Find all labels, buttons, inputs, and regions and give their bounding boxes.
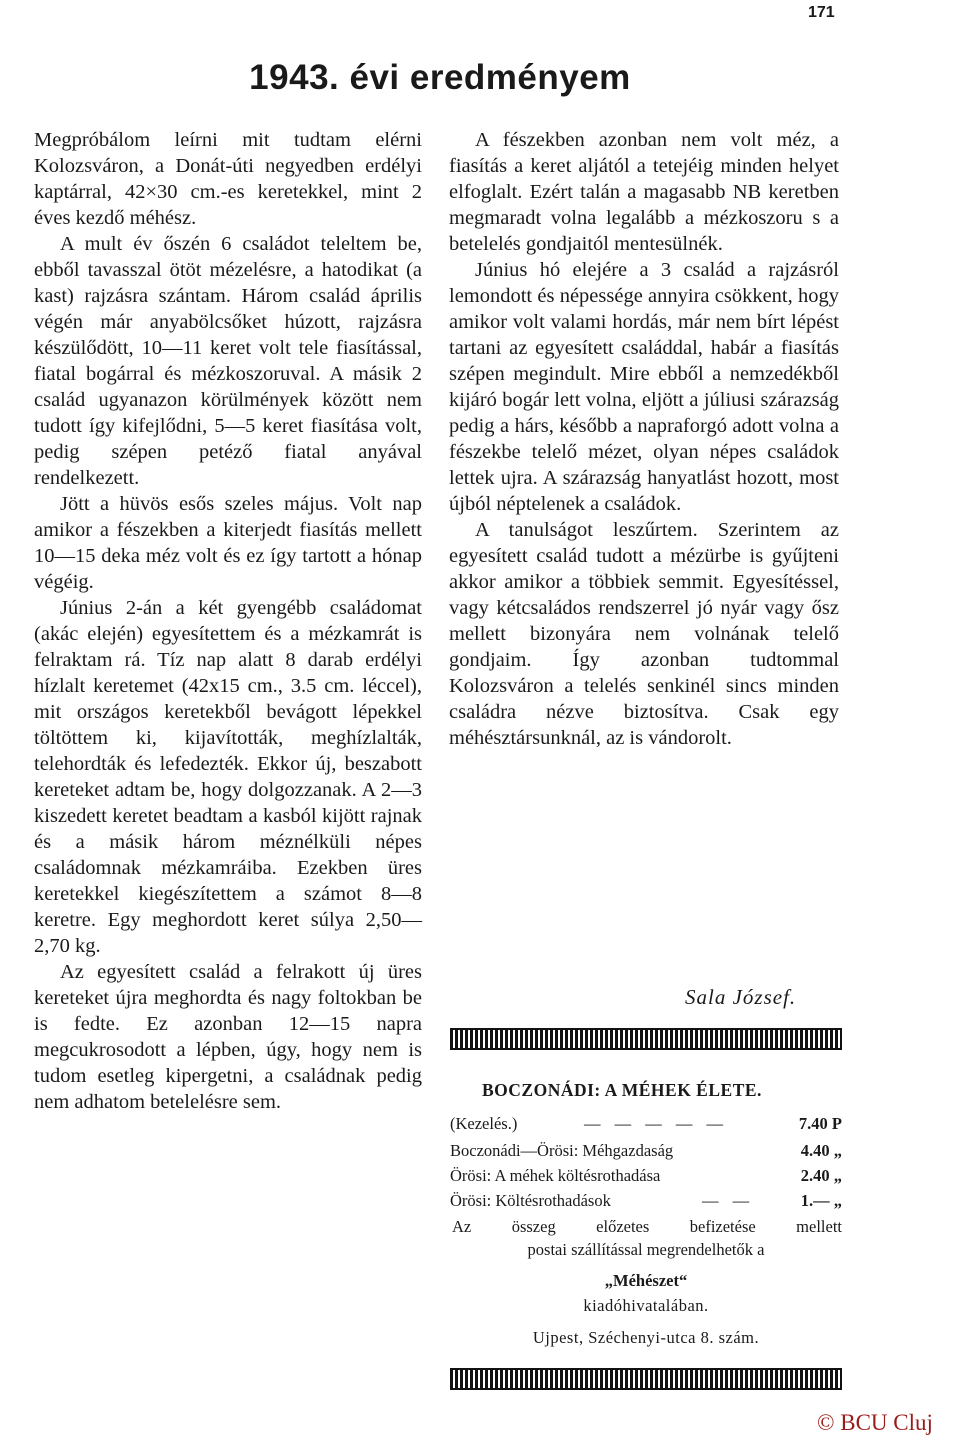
paragraph: A fészekben azonban nem volt méz, a fiasítás a keret aljától a tetejéig minden helyet elfoglalt. Ezért talán a magasabb NB keretben megmaradt volna legalább a mézkoszoru s a betelelés gondjaitól mentesülnék. bbox=[449, 129, 839, 255]
library-credit: © BCU Cluj bbox=[817, 1410, 933, 1435]
leader-dashes: — — — — — bbox=[584, 1114, 728, 1133]
price-row bbox=[450, 1141, 842, 1165]
page-number: 171 bbox=[808, 4, 835, 21]
book-title: Örösi: A méhek költésrothadása bbox=[450, 1166, 661, 1185]
publisher-name: „Méhészet“ bbox=[604, 1271, 688, 1290]
price-row bbox=[450, 1191, 842, 1215]
leader-dashes: — — bbox=[702, 1191, 755, 1210]
book-title: Boczonádi—Örösi: Méhgazdaság bbox=[450, 1141, 674, 1160]
paragraph: Megpróbálom leírni mit tudtam elérni Kolozsváron, a Donát-úti negyedben erdélyi kaptárral, 42×30 cm.-es keretekkel, mint 2 éves kezdő méhész. bbox=[34, 129, 422, 229]
ornamental-border-bottom bbox=[450, 1368, 842, 1390]
ad-heading: BOCZONÁDI: A MÉHEK ÉLETE. bbox=[482, 1080, 762, 1100]
ornamental-border-top bbox=[450, 1028, 842, 1050]
book-price: 1.— „ bbox=[800, 1191, 842, 1210]
paragraph: Június hó elejére a 3 család a rajzásról lemondott és népessége annyira csökkent, hogy amikor volt valami hordás, már nem bírt lépést tartani az egyesített családdal, habár a fiasítás szépen megindult. Mire ebből a nemzedékből kijáró bogár lett volna, eljött a júliusi szárazság pedig a hárs, később a napraforgó adott volna a fészekbe telelő mézet, olyan népes családok lettek ujra. A szárazság hanyatlást hozott, most újból néptelenek a családok. bbox=[449, 259, 839, 515]
paragraph: A mult év őszén 6 családot teleltem be, ebből tavasszal ötöt mézelésre, a hatodikat (a kast) rajzásra szántam. Három család április végén már anyabölcsőket húzott, rajzásra készülődött, 10—11 keret volt tele fiasítással, fiatal bogárral és mézkoszoruval. A másik 2 család ugyanazon körülmények között nem tudott így kifejlődni, 5—5 keret fiasítása volt, pedig szépen petéző fiatal anyával rendelkezett. bbox=[34, 233, 422, 489]
paragraph: Június 2-án a két gyengébb családomat (akác elején) egyesítettem és a mézkamrát is felraktam rá. Tíz nap alatt 8 darab erdélyi hízlalt keretemet (42x15 cm., 3.5 cm. léccel), mit országos keretekből bevágott lépekkel töltöttem ki, kijavították, meghízlalták, telehordták és lefedezték. Ekkor új, beszabott kereteket adtam be, hogy dolgozzanak. A 2—3 kiszedett keretet beadtam a kasból kijött rajnak és a másik három méznélküli népes családomnak mézkamráiba. Ezekben üres keretekkel kiegészítettem a számot 8—8 keretre. Egy meghordott keret súlya 2,50—2,70 kg. bbox=[34, 597, 422, 957]
price-row bbox=[450, 1114, 842, 1138]
paragraph: A tanulságot leszűrtem. Szerintem az egyesített család tudott a mézürbe is gyűjteni akkor amikor a többiek semmit. Egyesítéssel, vagy kétcsaládos rendszerrel jó nyár vagy ősz mellett bizonyára nem volnának telelő gondjaim. Így azonban tudtommal Kolozsváron a telelés senkinél sincs minden családra nézve biztosítva. Csak egy méhésztársunknál, az is vándorolt. bbox=[449, 519, 839, 749]
book-title: Örösi: Költésrothadások bbox=[450, 1191, 611, 1210]
order-instruction: Az összeg előzetes befizetése mellett bbox=[452, 1217, 842, 1236]
price-row bbox=[450, 1166, 842, 1190]
book-price: 2.40 „ bbox=[800, 1166, 842, 1185]
article-title: 1943. évi eredményem bbox=[249, 58, 631, 97]
book-title: (Kezelés.) bbox=[450, 1114, 518, 1133]
book-price: 4.40 „ bbox=[800, 1141, 842, 1160]
paragraph: Az egyesített család a felrakott új üres kereteket újra meghordta és nagy foltokban be is fedte. Ez azonban 12—15 napra megcukrosodott a lépben, úgy, hogy nem is tudom esetleg kipergetni, a családnak pedig nem adhatom betelelésre sem. bbox=[34, 961, 422, 1113]
left-column bbox=[34, 127, 422, 1115]
author-signature: Sala József. bbox=[685, 985, 797, 1009]
publisher-address: Ujpest, Széchenyi-utca 8. szám. bbox=[532, 1328, 760, 1347]
order-instruction-2: postai szállítással megrendelhetők a bbox=[527, 1240, 765, 1259]
book-price: 7.40 P bbox=[798, 1114, 842, 1133]
publisher-office: kiadóhivatalában. bbox=[583, 1296, 709, 1315]
right-column bbox=[449, 127, 839, 751]
paragraph: Jött a hüvös esős szeles május. Volt nap amikor a fészekben a kiterjedt fiasítás mellett 10—15 deka méz volt és ez így tartott a hónap végéig. bbox=[34, 493, 422, 593]
